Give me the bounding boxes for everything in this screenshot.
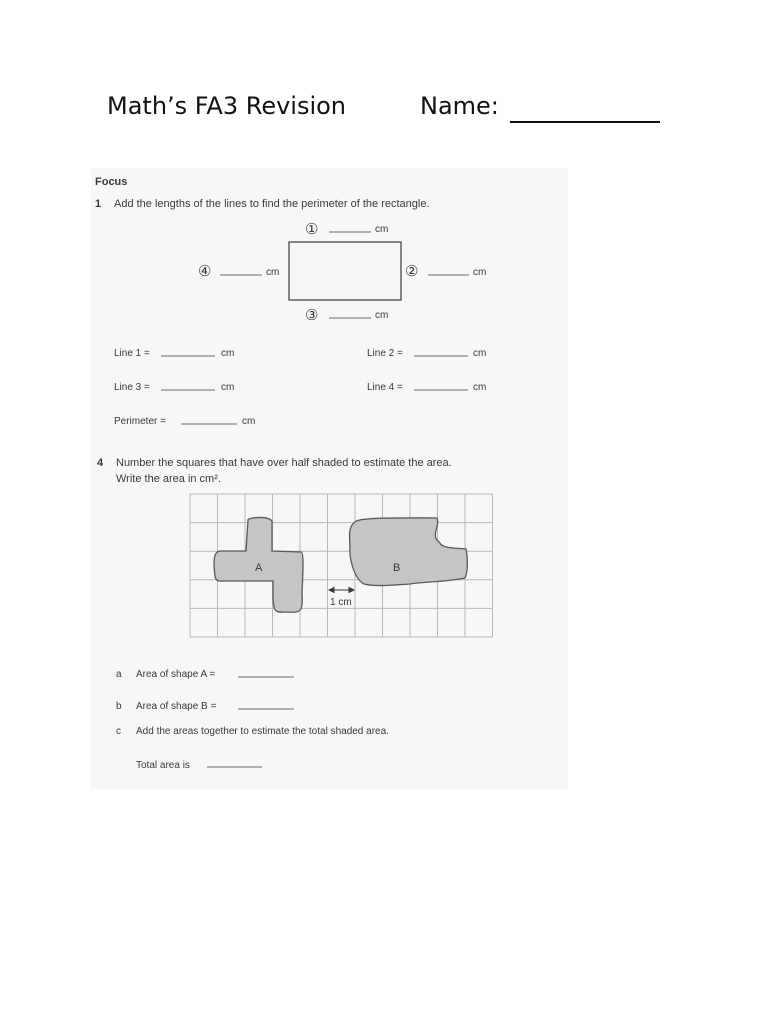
part-c-text: Add the areas together to estimate the total shaded area. (136, 726, 389, 737)
q1-marker-2: ② (405, 263, 419, 280)
q1-number: 1 (95, 198, 102, 210)
q1-marker-1: ① (305, 221, 319, 238)
q1-perimeter-label: Perimeter = (114, 416, 166, 427)
total-area-label: Total area is (136, 760, 190, 771)
part-a-text: Area of shape A = (136, 669, 216, 680)
q1-line4-unit: cm (473, 382, 487, 393)
scale-label: 1 cm (330, 597, 352, 608)
q1-line1-label: Line 1 = (114, 348, 150, 359)
scale-arrow (329, 588, 354, 593)
q1-line3-unit: cm (221, 382, 235, 393)
q1-perimeter-unit: cm (242, 416, 256, 427)
shape-a-label: A (255, 562, 263, 574)
q1-line2-label: Line 2 = (367, 348, 403, 359)
q1-rectangle (289, 242, 401, 300)
part-a-letter: a (116, 669, 122, 680)
name-label: Name: (420, 92, 499, 120)
q1-line3-label: Line 3 = (114, 382, 150, 393)
worksheet-scan (91, 168, 568, 789)
q1-marker-3: ③ (305, 307, 319, 324)
q1-line1-unit: cm (221, 348, 235, 359)
q1-line2-unit: cm (473, 348, 487, 359)
part-c-letter: c (116, 726, 121, 737)
shape-b-label: B (393, 562, 401, 574)
q1-line4-label: Line 4 = (367, 382, 403, 393)
q4-number: 4 (97, 457, 104, 469)
q1-unit-bottom: cm (375, 310, 389, 321)
part-b-text: Area of shape B = (136, 701, 217, 712)
part-b-letter: b (116, 701, 122, 712)
q1-marker-4: ④ (198, 263, 212, 280)
q1-unit-top: cm (375, 224, 389, 235)
q1-unit-right: cm (473, 267, 487, 278)
doc-title: Math’s FA3 Revision (107, 92, 347, 120)
q1-instruction: Add the lengths of the lines to find the perimeter of the rectangle. (114, 198, 430, 210)
shape-b (350, 518, 468, 586)
q4-instruction-line2: Write the area in cm². (116, 473, 221, 485)
section-label: Focus (95, 176, 128, 188)
worksheet-graphic (91, 168, 568, 789)
q4-instruction-line1: Number the squares that have over half shaded to estimate the area. (116, 457, 452, 469)
q1-unit-left: cm (266, 267, 280, 278)
name-blank-line[interactable] (510, 121, 660, 123)
